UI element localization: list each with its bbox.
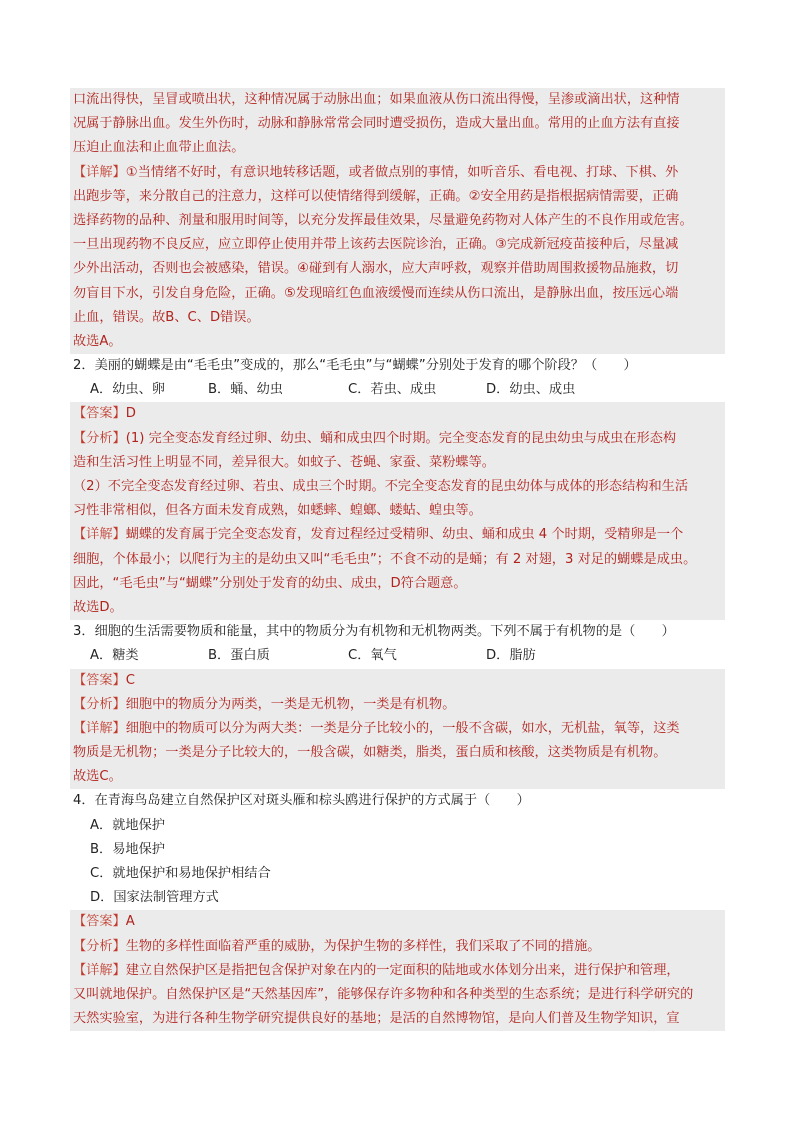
q1-explanation-block xyxy=(70,88,725,354)
q1-detail-line: 少外出活动，否则也会被感染，错误。④碰到有人溺水，应大声呼救，观察并借助周围救援物品施救，切 xyxy=(73,261,679,277)
q4-detail-line: 【详解】建立自然保护区是指把包含保护对象在内的一定面积的陆地或水体划分出来，进行保护和管理， xyxy=(73,962,680,978)
q2-option-c: C．若虫、成虫 xyxy=(348,382,437,398)
q3-option-d: D．脂肪 xyxy=(486,648,536,664)
q2-option-a: A．幼虫、卵 xyxy=(90,382,165,398)
q2-option-b: B．蛹、幼虫 xyxy=(208,382,283,398)
q2-options xyxy=(70,378,725,402)
q2-analysis-line: 【分析】(1) 完全变态发育经过卵、幼虫、蛹和成虫四个时期。完全变态发育的昆虫幼虫与成虫在形态构 xyxy=(73,430,677,446)
q3-stem: 3．细胞的生活需要物质和能量，其中的物质分为有机物和无机物两类。下列不属于有机物的是（ ） xyxy=(73,624,675,640)
q1-detail-line: 选择药物的品种、剂量和服用时间等，以充分发挥最佳效果，尽量避免药物对人体产生的不良作用或危害。 xyxy=(73,212,693,228)
q4-option-b: B．易地保护 xyxy=(90,841,165,857)
q1-detail-line: 出跑步等，来分散自己的注意力，这样可以使情绪得到缓解，正确。②安全用药是指根据病情需要，正确 xyxy=(73,188,679,204)
q4-option-c: C．就地保护和易地保护相结合 xyxy=(90,866,271,881)
q4-stem: 4．在青海鸟岛建立自然保护区对斑头雁和棕头鸥进行保护的方式属于（ ） xyxy=(73,793,530,809)
q4-option-d: D．国家法制管理方式 xyxy=(90,890,219,906)
q4-analysis-line: 【分析】生物的多样性面临着严重的威胁，为保护生物的多样性，我们采取了不同的措施。 xyxy=(73,938,601,954)
q2-stem: 2．美丽的蝴蝶是由“毛毛虫”变成的，那么“毛毛虫”与“蝴蝶”分别处于发育的哪个阶段？（ ） xyxy=(73,358,637,374)
q2-analysis-line: 造和生活习性上明显不同，差异很大。如蚊子、苍蝇、家蚕、菜粉蝶等。 xyxy=(73,454,495,470)
q2-option-d: D．幼虫、成虫 xyxy=(486,382,576,398)
q1-detail-line: 勿盲目下水，引发自身危险，正确。⑤发现暗红色血液缓慢而连续从伤口流出，是静脉出血，按压远心端 xyxy=(73,285,679,301)
q3-detail-line: 【详解】细胞中的物质可以分为两大类：一类是分子比较小的，一般不含碳，如水，无机盐，氧等，这类 xyxy=(73,720,680,736)
q2-answer: 【答案】D xyxy=(73,406,136,422)
q2-analysis-line: 习性非常相似，但各方面未发育成熟，如蟋蟀、蝗螂、蝼蛄、蝗虫等。 xyxy=(73,503,482,519)
q3-option-b: B．蛋白质 xyxy=(208,648,270,664)
q2-conclusion: 故选D。 xyxy=(73,599,123,615)
q3-explanation-block xyxy=(70,669,725,790)
q1-detail-line: 【详解】①当情绪不好时，有意识地转移话题，或者做点别的事情，如听音乐、看电视、打球、下棋、外 xyxy=(73,164,679,180)
q4-detail-line: 又叫就地保护。自然保护区是“天然基因库”，能够保存许多物种和各种类型的生态系统；是进行科学研究的 xyxy=(73,986,694,1002)
q3-conclusion: 故选C。 xyxy=(73,769,122,785)
q2-explanation-block xyxy=(70,402,725,620)
q1-detail-line: 一旦出现药物不良反应，应立即停止使用并带上该药去医院诊治，正确。③完成新冠疫苗接种后，尽量减 xyxy=(73,237,679,253)
q4-answer: 【答案】A xyxy=(73,914,135,930)
q2-detail-line: 因此，“毛毛虫”与“蝴蝶”分别处于发育的幼虫、成虫，D符合题意。 xyxy=(73,575,467,591)
q1-detail-line: 止血，错误。故B、C、D错误。 xyxy=(73,309,260,325)
q3-option-c: C．氧气 xyxy=(348,648,397,664)
q3-options xyxy=(70,644,725,668)
q4-option-a: A．就地保护 xyxy=(90,817,165,833)
q1-conclusion: 故选A。 xyxy=(73,333,122,349)
q3-option-a: A．糖类 xyxy=(90,648,139,664)
q4-explanation-block xyxy=(70,910,725,1031)
q2-analysis-line: （2）不完全变态发育经过卵、若虫、成虫三个时期。不完全变态发育的昆虫幼体与成体的形态结构和生活 xyxy=(73,479,689,494)
document-page xyxy=(70,88,725,1031)
q2-detail-line: 【详解】蝴蝶的发育属于完全变态发育，发育过程经过受精卵、幼虫、蛹和成虫 4 个时期，受精卵是一个 xyxy=(73,527,684,543)
q1-analysis-line: 口流出得快，呈冒或喷出状，这种情况属于动脉出血；如果血液从伤口流出得慢，呈渗或滴出状，这种情 xyxy=(73,92,680,107)
q2-detail-line: 细胞，个体最小；以爬行为主的是幼虫又叫“毛毛虫”；不食不动的是蛹；有 2 对翅，3 对足的蝴蝶是成虫。 xyxy=(73,551,697,567)
q3-detail-line: 物质是无机物；一类是分子比较大的，一般含碳，如糖类，脂类，蛋白质和核酸，这类物质是有机物。 xyxy=(73,745,667,761)
q3-analysis-line: 【分析】细胞中的物质分为两类，一类是无机物，一类是有机物。 xyxy=(73,696,456,712)
q1-analysis-line: 况属于静脉出血。发生外伤时，动脉和静脉常常会同时遭受损伤，造成大量出血。常用的止血方法有直接 xyxy=(73,116,680,132)
q4-detail-line: 天然实验室，为进行各种生物学研究提供良好的基地；是活的自然博物馆，是向人们普及生物学知识，宣 xyxy=(73,1011,680,1027)
q1-analysis-line: 压迫止血法和止血带止血法。 xyxy=(73,140,245,156)
detail-label: 【详解】 xyxy=(73,164,126,180)
q3-answer: 【答案】C xyxy=(73,672,135,688)
